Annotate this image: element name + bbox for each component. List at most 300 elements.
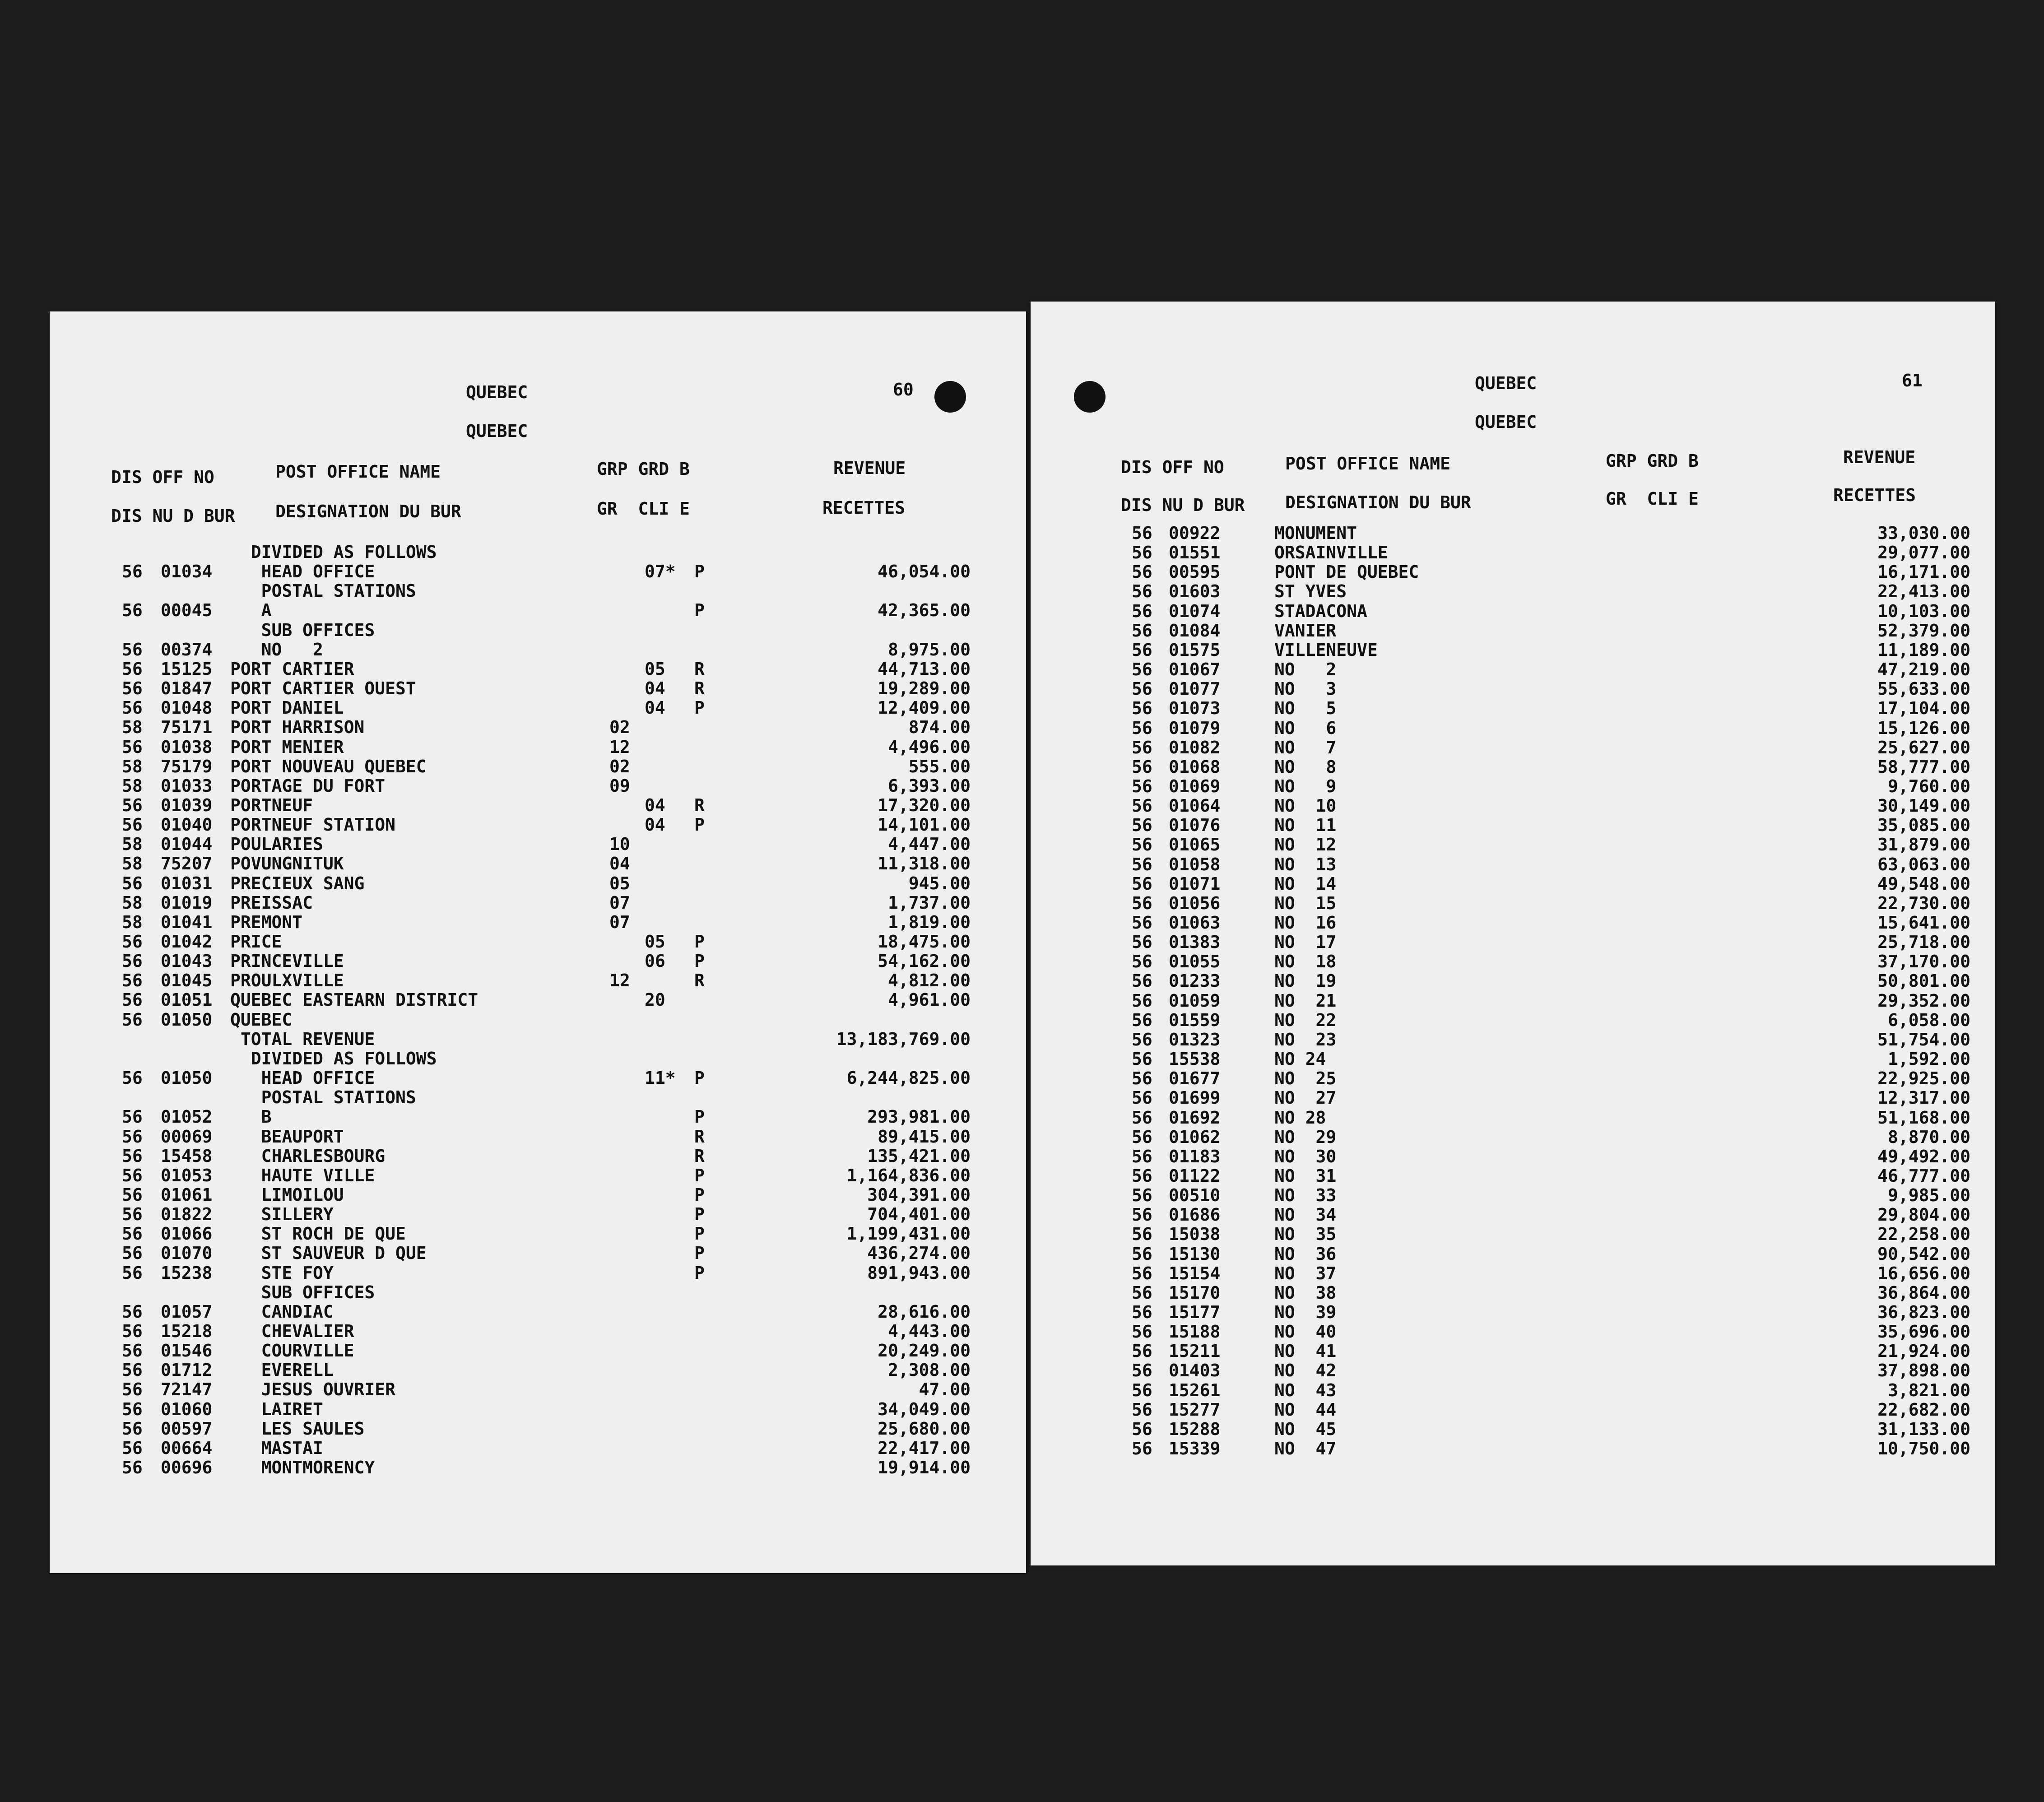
revenue-cell: 16,171.00 [1877, 562, 1970, 582]
office-name-cell: NO 8 [1274, 757, 1337, 777]
table-row [1031, 1283, 1988, 1303]
dis-cell: 56 [1132, 1010, 1152, 1030]
office-name-cell: NO 47 [1274, 1439, 1337, 1459]
office-name-cell: PREISSAC [230, 892, 313, 913]
revenue-cell: 1,164,836.00 [846, 1165, 971, 1185]
office-number-cell: 15538 [1169, 1049, 1221, 1069]
office-name-cell: NO 19 [1274, 971, 1337, 991]
table-row [50, 854, 1020, 873]
b-cell: P [694, 815, 705, 835]
office-number-cell: 01546 [161, 1341, 213, 1361]
dis-cell: 56 [1132, 1029, 1152, 1050]
table-row [50, 1010, 1020, 1030]
revenue-cell: 945.00 [908, 873, 971, 893]
revenue-cell: 20,249.00 [878, 1341, 971, 1361]
office-number-cell: 01603 [1169, 581, 1221, 602]
table-row [1031, 1342, 1988, 1361]
office-number-cell: 01051 [161, 990, 213, 1010]
office-name-cell: ST YVES [1274, 581, 1347, 602]
office-number-cell: 72147 [161, 1379, 213, 1400]
grp-cell: 05 [609, 873, 630, 893]
table-row [50, 640, 1020, 659]
revenue-cell: 36,864.00 [1877, 1282, 1970, 1303]
office-number-cell: 15211 [1169, 1341, 1221, 1361]
dis-cell: 56 [122, 1107, 143, 1127]
revenue-cell: 8,870.00 [1887, 1127, 1970, 1147]
grp-cell: 02 [609, 756, 630, 776]
office-number-cell: 01383 [1169, 932, 1221, 952]
table-row [1031, 1147, 1988, 1166]
office-number-cell: 01048 [161, 698, 213, 718]
b-cell: P [694, 1224, 705, 1244]
dis-cell: 56 [1132, 815, 1152, 836]
office-number-cell: 01559 [1169, 1010, 1221, 1030]
table-row [1031, 543, 1988, 562]
header-rev: REVENUE [1843, 447, 1916, 467]
revenue-cell: 14,101.00 [878, 815, 971, 835]
table-row [1031, 952, 1988, 971]
header-dis-off: DIS OFF NO [111, 467, 214, 487]
office-name-cell: NO 5 [1274, 698, 1337, 719]
table-row [1031, 1245, 1988, 1264]
office-name-cell: NO 31 [1274, 1166, 1337, 1186]
dis-cell: 56 [1132, 659, 1152, 680]
revenue-cell: 891,943.00 [867, 1263, 971, 1283]
dis-cell: 56 [1132, 1107, 1152, 1128]
office-name-cell: NO 18 [1274, 952, 1337, 972]
revenue-cell: 29,077.00 [1877, 543, 1970, 563]
table-row [50, 1302, 1020, 1322]
revenue-cell: 21,924.00 [1877, 1341, 1970, 1361]
page-title: QUEBEC [1475, 373, 1537, 393]
table-row [50, 1244, 1020, 1263]
office-name-cell: CHEVALIER [230, 1321, 354, 1341]
revenue-cell: 50,801.00 [1877, 971, 1970, 991]
office-number-cell: 01066 [161, 1224, 213, 1244]
table-row [1031, 699, 1988, 718]
table-row [1031, 660, 1988, 679]
table-row [50, 913, 1020, 932]
revenue-cell: 3,821.00 [1887, 1380, 1970, 1400]
punch-hole-icon [1074, 381, 1106, 413]
dis-cell: 56 [1132, 1185, 1152, 1206]
office-number-cell: 01041 [161, 912, 213, 932]
grd-cell: 05 [645, 659, 665, 679]
dis-cell: 56 [122, 600, 143, 621]
header-dis-nu: DIS NU D BUR [111, 506, 235, 526]
office-number-cell: 01042 [161, 932, 213, 952]
office-name-cell: NO 24 [1274, 1049, 1326, 1069]
table-row [50, 971, 1020, 990]
revenue-cell: 54,162.00 [878, 951, 971, 971]
office-number-cell: 15277 [1169, 1399, 1221, 1420]
revenue-cell: 15,641.00 [1877, 913, 1970, 933]
office-number-cell: 01019 [161, 892, 213, 913]
office-name-cell: LIMOILOU [230, 1184, 344, 1205]
page-subtitle: QUEBEC [466, 421, 528, 441]
office-name-cell: NO 2 [230, 639, 323, 659]
revenue-cell: 51,168.00 [1877, 1107, 1970, 1128]
table-row [50, 621, 1020, 640]
b-cell: P [694, 1068, 705, 1088]
office-number-cell: 01058 [1169, 854, 1221, 874]
office-name-cell: B [230, 1107, 272, 1127]
table-row [50, 738, 1020, 757]
table-row [1031, 1205, 1988, 1225]
table-row [50, 1185, 1020, 1205]
office-number-cell: 00045 [161, 600, 213, 621]
page-number: 60 [893, 380, 914, 399]
page-subtitle: QUEBEC [1475, 412, 1537, 432]
dis-cell: 56 [122, 795, 143, 815]
office-name-cell: NO 37 [1274, 1263, 1337, 1283]
office-number-cell: 01068 [1169, 757, 1221, 777]
dis-cell: 56 [122, 1165, 143, 1185]
revenue-cell: 8,975.00 [887, 639, 971, 659]
office-name-cell: NO 30 [1274, 1146, 1337, 1166]
office-number-cell: 01323 [1169, 1029, 1221, 1050]
grp-cell: 10 [609, 834, 630, 855]
office-number-cell: 01052 [161, 1107, 213, 1127]
table-row [1031, 991, 1988, 1011]
table-row [50, 1068, 1020, 1088]
office-number-cell: 01069 [1169, 776, 1221, 796]
dis-cell: 56 [1132, 679, 1152, 699]
revenue-cell: 25,680.00 [878, 1418, 971, 1439]
office-number-cell: 01063 [1169, 913, 1221, 933]
revenue-cell: 16,656.00 [1877, 1263, 1970, 1283]
table-row [50, 893, 1020, 913]
revenue-cell: 58,777.00 [1877, 757, 1970, 777]
dis-cell: 56 [1132, 1263, 1152, 1283]
table-row [1031, 679, 1988, 699]
header-recettes: RECETTES [822, 498, 906, 518]
table-row [50, 952, 1020, 971]
office-name-cell: NO 22 [1274, 1010, 1337, 1030]
revenue-cell: 44,713.00 [878, 659, 971, 679]
office-name-cell: JESUS OUVRIER [230, 1379, 396, 1400]
office-number-cell: 01070 [161, 1243, 213, 1263]
dis-cell: 56 [122, 1243, 143, 1263]
office-name-cell: NO 9 [1274, 776, 1337, 796]
table-row [50, 1030, 1020, 1049]
office-number-cell: 01057 [161, 1301, 213, 1322]
dis-cell: 56 [122, 1418, 143, 1439]
header-dis-nu: DIS NU D BUR [1121, 495, 1245, 515]
table-row [1031, 602, 1988, 621]
revenue-cell: 10,103.00 [1877, 601, 1970, 621]
dis-cell: 56 [122, 737, 143, 757]
revenue-cell: 30,149.00 [1877, 796, 1970, 816]
table-row [50, 1361, 1020, 1380]
grp-cell: 04 [609, 854, 630, 874]
office-number-cell: 01822 [161, 1204, 213, 1225]
revenue-cell: 304,391.00 [867, 1184, 971, 1205]
b-cell: P [694, 1165, 705, 1185]
dis-cell: 56 [122, 815, 143, 835]
office-name-cell: NO 7 [1274, 737, 1337, 757]
grp-cell: 02 [609, 717, 630, 738]
office-number-cell: 01084 [1169, 620, 1221, 641]
office-number-cell: 15125 [161, 659, 213, 679]
table-row [50, 1439, 1020, 1458]
office-name-cell: PONT DE QUEBEC [1274, 562, 1419, 582]
page-number: 61 [1902, 371, 1923, 390]
dis-cell: 56 [1132, 1322, 1152, 1342]
dis-cell: 56 [1132, 698, 1152, 719]
table-row [1031, 933, 1988, 952]
grp-cell: 09 [609, 776, 630, 796]
dis-cell: 56 [1132, 581, 1152, 602]
dis-cell: 56 [122, 1321, 143, 1341]
dis-cell: 56 [122, 1438, 143, 1458]
table-row [1031, 874, 1988, 894]
header-grp: GRP GRD B [597, 459, 690, 479]
office-number-cell: 01071 [1169, 873, 1221, 894]
table-row [1031, 777, 1988, 796]
office-name-cell: NO 44 [1274, 1399, 1337, 1420]
office-name-cell: NO 33 [1274, 1185, 1337, 1206]
dis-cell: 56 [1132, 737, 1152, 757]
dis-cell: 56 [1132, 893, 1152, 913]
header-dis-off: DIS OFF NO [1121, 457, 1224, 477]
header-designation: DESIGNATION DU BUR [1285, 492, 1471, 512]
office-number-cell: 01699 [1169, 1088, 1221, 1108]
dis-cell: 56 [122, 1146, 143, 1166]
revenue-cell: 22,417.00 [878, 1438, 971, 1458]
table-row [1031, 1322, 1988, 1342]
table-row [1031, 1381, 1988, 1400]
table-row [1031, 757, 1988, 777]
revenue-cell: 22,258.00 [1877, 1224, 1970, 1245]
table-row [50, 757, 1020, 776]
office-number-cell: 15177 [1169, 1302, 1221, 1322]
b-cell: R [694, 1126, 705, 1147]
office-number-cell: 00510 [1169, 1185, 1221, 1206]
office-name-cell: PRECIEUX SANG [230, 873, 365, 893]
office-number-cell: 01712 [161, 1360, 213, 1380]
office-number-cell: 01551 [1169, 543, 1221, 563]
dis-cell: 56 [1132, 1088, 1152, 1108]
revenue-cell: 31,133.00 [1877, 1419, 1970, 1439]
office-name-cell: PORTAGE DU FORT [230, 776, 386, 796]
office-name-cell: PORTNEUF [230, 795, 313, 815]
office-name-cell: QUEBEC EASTEARN DISTRICT [230, 990, 478, 1010]
office-number-cell: 15458 [161, 1146, 213, 1166]
office-name-cell: NO 2 [1274, 659, 1337, 680]
table-row [50, 698, 1020, 718]
dis-cell: 56 [1132, 796, 1152, 816]
dis-cell: 56 [1132, 601, 1152, 621]
b-cell: P [694, 1204, 705, 1225]
header-name: POST OFFICE NAME [1285, 454, 1451, 474]
office-name-cell: POVUNGNITUK [230, 854, 344, 874]
office-name-cell: PROULXVILLE [230, 971, 344, 991]
dis-cell: 56 [122, 1224, 143, 1244]
dis-cell: 56 [122, 1263, 143, 1283]
table-row [50, 543, 1020, 562]
office-name-cell: PRINCEVILLE [230, 951, 344, 971]
table-row [1031, 835, 1988, 855]
office-name-cell: NO 42 [1274, 1361, 1337, 1381]
revenue-cell: 15,126.00 [1877, 718, 1970, 738]
office-number-cell: 15038 [1169, 1224, 1221, 1245]
revenue-cell: 29,804.00 [1877, 1205, 1970, 1225]
table-row [1031, 1011, 1988, 1030]
office-number-cell: 01082 [1169, 737, 1221, 757]
revenue-cell: 36,823.00 [1877, 1302, 1970, 1322]
office-number-cell: 01053 [161, 1165, 213, 1185]
revenue-cell: 22,413.00 [1877, 581, 1970, 602]
revenue-cell: 555.00 [908, 756, 971, 776]
office-name-cell: MONTMORENCY [230, 1458, 375, 1478]
office-number-cell: 01686 [1169, 1205, 1221, 1225]
revenue-cell: 6,058.00 [1887, 1010, 1970, 1030]
office-number-cell: 01061 [161, 1184, 213, 1205]
office-name-cell: ORSAINVILLE [1274, 543, 1388, 563]
dis-cell: 56 [122, 1068, 143, 1088]
header-rev: REVENUE [833, 458, 906, 478]
table-row [1031, 1088, 1988, 1108]
dis-cell: 56 [1132, 523, 1152, 543]
dis-cell: 56 [1132, 620, 1152, 641]
table-row [50, 835, 1020, 854]
table-row [1031, 1108, 1988, 1128]
dis-cell: 56 [1132, 1341, 1152, 1361]
office-number-cell: 01847 [161, 678, 213, 699]
office-number-cell: 01073 [1169, 698, 1221, 719]
office-number-cell: 00696 [161, 1458, 213, 1478]
office-number-cell: 15218 [161, 1321, 213, 1341]
revenue-cell: 49,492.00 [1877, 1146, 1970, 1166]
office-name-cell: NO 36 [1274, 1244, 1337, 1264]
table-row [50, 1341, 1020, 1361]
office-number-cell: 01064 [1169, 796, 1221, 816]
grp-cell: 07 [609, 892, 630, 913]
revenue-cell: 4,961.00 [887, 990, 971, 1010]
revenue-cell: 2,308.00 [887, 1360, 971, 1380]
revenue-cell: 25,627.00 [1877, 737, 1970, 757]
dis-cell: 56 [1132, 1419, 1152, 1439]
revenue-cell: 1,592.00 [1887, 1049, 1970, 1069]
office-name-cell: NO 40 [1274, 1322, 1337, 1342]
office-name-cell: SUB OFFICES [230, 620, 375, 640]
dis-cell: 56 [1132, 913, 1152, 933]
office-name-cell: NO 41 [1274, 1341, 1337, 1361]
dis-cell: 56 [1132, 1049, 1152, 1069]
office-number-cell: 00597 [161, 1418, 213, 1439]
office-name-cell: NO 29 [1274, 1127, 1337, 1147]
b-cell: P [694, 1107, 705, 1127]
office-name-cell: NO 10 [1274, 796, 1337, 816]
dis-cell: 56 [1132, 1127, 1152, 1147]
revenue-cell: 293,981.00 [867, 1107, 971, 1127]
dis-cell: 56 [122, 1458, 143, 1478]
table-row [1031, 816, 1988, 835]
office-name-cell: A [230, 600, 272, 621]
dis-cell: 56 [1132, 932, 1152, 952]
grd-cell: 07* [645, 562, 676, 582]
office-number-cell: 01033 [161, 776, 213, 796]
dis-cell: 56 [122, 659, 143, 679]
table-row [1031, 582, 1988, 601]
table-row [50, 776, 1020, 796]
office-name-cell: POULARIES [230, 834, 323, 855]
header-name: POST OFFICE NAME [275, 462, 441, 482]
b-cell: P [694, 932, 705, 952]
dis-cell: 56 [1132, 1166, 1152, 1186]
revenue-cell: 4,443.00 [887, 1321, 971, 1341]
grd-cell: 04 [645, 815, 665, 835]
revenue-cell: 49,548.00 [1877, 873, 1970, 894]
dis-cell: 56 [122, 1184, 143, 1205]
office-name-cell: PORT HARRISON [230, 717, 365, 738]
b-cell: R [694, 678, 705, 699]
table-row [50, 874, 1020, 893]
dis-cell: 56 [122, 698, 143, 718]
table-row [1031, 1069, 1988, 1088]
office-number-cell: 01044 [161, 834, 213, 855]
office-name-cell: NO 27 [1274, 1088, 1337, 1108]
table-row [50, 601, 1020, 620]
table-row [1031, 971, 1988, 991]
dis-cell: 56 [122, 639, 143, 659]
dis-cell: 58 [122, 717, 143, 738]
revenue-cell: 52,379.00 [1877, 620, 1970, 641]
office-name-cell: HEAD OFFICE [230, 562, 375, 582]
dis-cell: 56 [122, 932, 143, 952]
revenue-cell: 25,718.00 [1877, 932, 1970, 952]
dis-cell: 58 [122, 854, 143, 874]
office-number-cell: 01059 [1169, 990, 1221, 1011]
office-number-cell: 01050 [161, 1068, 213, 1088]
table-row [1031, 1439, 1988, 1458]
office-number-cell: 01065 [1169, 835, 1221, 855]
b-cell: P [694, 562, 705, 582]
revenue-cell: 89,415.00 [878, 1126, 971, 1147]
dis-cell: 56 [122, 971, 143, 991]
revenue-cell: 17,320.00 [878, 795, 971, 815]
office-number-cell: 01039 [161, 795, 213, 815]
dis-cell: 58 [122, 756, 143, 776]
revenue-cell: 31,879.00 [1877, 835, 1970, 855]
grd-cell: 11* [645, 1068, 676, 1088]
dis-cell: 58 [122, 892, 143, 913]
dis-cell: 56 [122, 1341, 143, 1361]
b-cell: R [694, 659, 705, 679]
office-number-cell: 01677 [1169, 1068, 1221, 1089]
office-name-cell: NO 16 [1274, 913, 1337, 933]
header-designation: DESIGNATION DU BUR [275, 502, 461, 521]
office-name-cell: NO 45 [1274, 1419, 1337, 1439]
office-name-cell: ST SAUVEUR D QUE [230, 1243, 427, 1263]
revenue-cell: 47,219.00 [1877, 659, 1970, 680]
grd-cell: 06 [645, 951, 665, 971]
office-name-cell: NO 3 [1274, 679, 1337, 699]
office-name-cell: CANDIAC [230, 1301, 334, 1322]
table-row [50, 1088, 1020, 1107]
office-name-cell: NO 39 [1274, 1302, 1337, 1322]
dis-cell: 56 [122, 1360, 143, 1380]
office-name-cell: MASTAI [230, 1438, 323, 1458]
revenue-cell: 11,189.00 [1877, 640, 1970, 660]
revenue-cell: 37,898.00 [1877, 1361, 1970, 1381]
table-row [1031, 1050, 1988, 1069]
office-number-cell: 01031 [161, 873, 213, 893]
office-number-cell: 01122 [1169, 1166, 1221, 1186]
office-name-cell: PRICE [230, 932, 282, 952]
dis-cell: 56 [1132, 757, 1152, 777]
